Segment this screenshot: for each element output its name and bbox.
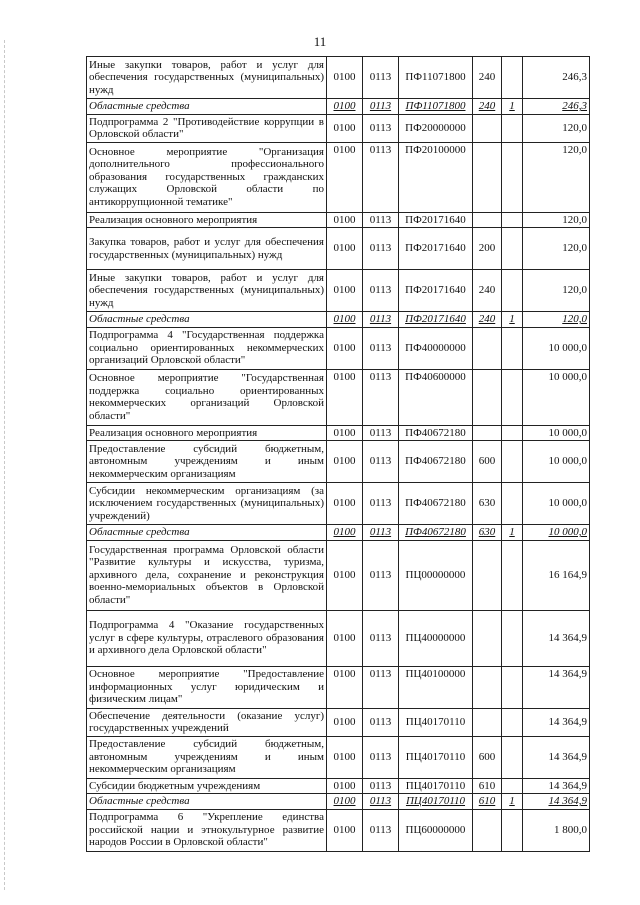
row-section-code: 0100	[327, 708, 363, 736]
row-expense-type	[473, 666, 502, 708]
row-name-cell: Предоставление субсидий бюджетным, автономным учреждениям и иным некоммерческим организациям	[87, 441, 327, 483]
row-section-code: 0100	[327, 228, 363, 270]
row-name-cell: Субсидии бюджетным учреждениям	[87, 778, 327, 794]
row-amount: 120,0	[523, 212, 590, 228]
row-amount: 246,3	[523, 57, 590, 99]
row-amount: 120,0	[523, 114, 590, 142]
table-row	[87, 610, 590, 666]
table-row	[87, 666, 590, 708]
row-target-article: ПФ20171640	[399, 228, 473, 270]
row-subsection-code: 0113	[363, 142, 399, 212]
row-name-cell: Областные средства	[87, 312, 327, 328]
row-source-code	[502, 369, 523, 425]
row-source-code: 1	[502, 312, 523, 328]
row-subsection-code: 0113	[363, 327, 399, 369]
row-section-code: 0100	[327, 809, 363, 851]
row-subsection-code: 0113	[363, 228, 399, 270]
row-name-cell: Предоставление субсидий бюджетным, автономным учреждениям и иным некоммерческим организациям	[87, 736, 327, 778]
row-subsection-code: 0113	[363, 708, 399, 736]
table-row	[87, 525, 590, 541]
table-row	[87, 114, 590, 142]
row-subsection-code: 0113	[363, 114, 399, 142]
row-source-code	[502, 212, 523, 228]
row-target-article: ПФ11071800	[399, 57, 473, 99]
row-target-article: ПФ20171640	[399, 312, 473, 328]
row-name-cell: Основное мероприятие "Предоставление информационных услуг юридическим и физическим лицам"	[87, 666, 327, 708]
row-source-code: 1	[502, 99, 523, 115]
row-source-code	[502, 57, 523, 99]
row-expense-type	[473, 212, 502, 228]
row-source-code	[502, 441, 523, 483]
row-subsection-code: 0113	[363, 610, 399, 666]
row-target-article: ПЦ40000000	[399, 610, 473, 666]
row-subsection-code: 0113	[363, 312, 399, 328]
row-amount: 14 364,9	[523, 794, 590, 810]
row-name-cell: Основное мероприятие "Организация дополнительного профессионального образования государственных гражданских служащих Орловской области по антикоррупционной тематике"	[87, 142, 327, 212]
row-section-code: 0100	[327, 540, 363, 610]
row-target-article: ПФ20100000	[399, 142, 473, 212]
row-target-article: ПЦ40170110	[399, 708, 473, 736]
row-amount: 246,3	[523, 99, 590, 115]
row-target-article: ПЦ40170110	[399, 778, 473, 794]
row-source-code	[502, 270, 523, 312]
row-source-code	[502, 736, 523, 778]
row-expense-type: 630	[473, 483, 502, 525]
row-section-code: 0100	[327, 114, 363, 142]
row-source-code	[502, 540, 523, 610]
row-name-cell: Иные закупки товаров, работ и услуг для обеспечения государственных (муниципальных) нужд	[87, 57, 327, 99]
row-expense-type: 630	[473, 525, 502, 541]
row-expense-type	[473, 327, 502, 369]
row-subsection-code: 0113	[363, 57, 399, 99]
row-subsection-code: 0113	[363, 425, 399, 441]
table-row	[87, 425, 590, 441]
row-subsection-code: 0113	[363, 441, 399, 483]
row-section-code: 0100	[327, 327, 363, 369]
row-source-code	[502, 483, 523, 525]
row-section-code: 0100	[327, 312, 363, 328]
row-target-article: ПЦ40170110	[399, 794, 473, 810]
row-target-article: ПФ40000000	[399, 327, 473, 369]
row-name-cell: Иные закупки товаров, работ и услуг для обеспечения государственных (муниципальных) нужд	[87, 270, 327, 312]
row-expense-type	[473, 114, 502, 142]
row-section-code: 0100	[327, 99, 363, 115]
row-name-cell: Подпрограмма 6 "Укрепление единства российской нации и этнокультурное развитие народов России в Орловской области"	[87, 809, 327, 851]
row-name-cell: Подпрограмма 2 "Противодействие коррупции в Орловской области"	[87, 114, 327, 142]
table-row	[87, 312, 590, 328]
row-subsection-code: 0113	[363, 736, 399, 778]
row-source-code	[502, 114, 523, 142]
row-target-article: ПЦ60000000	[399, 809, 473, 851]
row-section-code: 0100	[327, 483, 363, 525]
table-row	[87, 57, 590, 99]
row-amount: 1 800,0	[523, 809, 590, 851]
row-expense-type	[473, 708, 502, 736]
row-expense-type	[473, 369, 502, 425]
row-subsection-code: 0113	[363, 794, 399, 810]
row-amount: 14 364,9	[523, 736, 590, 778]
page-left-edge	[4, 40, 6, 890]
row-amount: 120,0	[523, 270, 590, 312]
row-name-cell: Реализация основного мероприятия	[87, 425, 327, 441]
row-target-article: ПЦ40100000	[399, 666, 473, 708]
row-target-article: ПФ11071800	[399, 99, 473, 115]
table-row	[87, 270, 590, 312]
row-expense-type: 200	[473, 228, 502, 270]
row-source-code: 1	[502, 794, 523, 810]
table-row	[87, 778, 590, 794]
row-section-code: 0100	[327, 441, 363, 483]
row-expense-type	[473, 425, 502, 441]
row-subsection-code: 0113	[363, 99, 399, 115]
row-source-code: 1	[502, 525, 523, 541]
table-row	[87, 99, 590, 115]
row-expense-type: 240	[473, 270, 502, 312]
row-expense-type: 240	[473, 99, 502, 115]
row-section-code: 0100	[327, 142, 363, 212]
row-expense-type	[473, 809, 502, 851]
row-subsection-code: 0113	[363, 525, 399, 541]
row-section-code: 0100	[327, 425, 363, 441]
row-name-cell: Подпрограмма 4 "Государственная поддержка социально ориентированных некоммерческих организаций Орловской области"	[87, 327, 327, 369]
row-source-code	[502, 425, 523, 441]
row-amount: 16 164,9	[523, 540, 590, 610]
row-target-article: ПЦ40170110	[399, 736, 473, 778]
row-amount: 14 364,9	[523, 666, 590, 708]
row-target-article: ПФ20171640	[399, 212, 473, 228]
row-expense-type: 600	[473, 441, 502, 483]
table-row	[87, 369, 590, 425]
row-amount: 10 000,0	[523, 441, 590, 483]
row-target-article: ПФ40672180	[399, 441, 473, 483]
row-expense-type: 600	[473, 736, 502, 778]
row-amount: 14 364,9	[523, 610, 590, 666]
row-source-code	[502, 228, 523, 270]
row-name-cell: Реализация основного мероприятия	[87, 212, 327, 228]
table-row	[87, 708, 590, 736]
table-row	[87, 736, 590, 778]
row-name-cell: Областные средства	[87, 794, 327, 810]
budget-table	[86, 56, 590, 852]
page-number: 11	[313, 34, 327, 49]
row-subsection-code: 0113	[363, 483, 399, 525]
row-name-cell: Субсидии некоммерческим организациям (за исключением государственных (муниципальных) учреждений)	[87, 483, 327, 525]
row-amount: 10 000,0	[523, 369, 590, 425]
table-row	[87, 212, 590, 228]
row-name-cell: Подпрограмма 4 "Оказание государственных услуг в сфере культуры, отраслевого образования и архивного дела Орловской области"	[87, 610, 327, 666]
row-name-cell: Областные средства	[87, 99, 327, 115]
row-source-code	[502, 809, 523, 851]
row-subsection-code: 0113	[363, 666, 399, 708]
row-section-code: 0100	[327, 270, 363, 312]
row-amount: 10 000,0	[523, 525, 590, 541]
row-section-code: 0100	[327, 369, 363, 425]
row-name-cell: Основное мероприятие "Государственная поддержка социально ориентированных некоммерческих организаций Орловской области"	[87, 369, 327, 425]
row-amount: 10 000,0	[523, 483, 590, 525]
table-row	[87, 483, 590, 525]
row-expense-type: 240	[473, 312, 502, 328]
row-name-cell: Обеспечение деятельности (оказание услуг) государственных учреждений	[87, 708, 327, 736]
row-source-code	[502, 778, 523, 794]
row-target-article: ПФ40672180	[399, 525, 473, 541]
row-section-code: 0100	[327, 794, 363, 810]
row-name-cell: Областные средства	[87, 525, 327, 541]
row-amount: 120,0	[523, 228, 590, 270]
row-amount: 10 000,0	[523, 425, 590, 441]
row-section-code: 0100	[327, 778, 363, 794]
row-section-code: 0100	[327, 666, 363, 708]
row-target-article: ПФ40672180	[399, 483, 473, 525]
row-amount: 10 000,0	[523, 327, 590, 369]
row-amount: 120,0	[523, 312, 590, 328]
table-row	[87, 142, 590, 212]
table-row	[87, 327, 590, 369]
row-source-code	[502, 327, 523, 369]
row-expense-type: 610	[473, 778, 502, 794]
table-row	[87, 441, 590, 483]
row-subsection-code: 0113	[363, 809, 399, 851]
row-subsection-code: 0113	[363, 540, 399, 610]
table-row	[87, 809, 590, 851]
row-amount: 120,0	[523, 142, 590, 212]
row-section-code: 0100	[327, 610, 363, 666]
row-section-code: 0100	[327, 736, 363, 778]
row-target-article: ПЦ00000000	[399, 540, 473, 610]
row-source-code	[502, 708, 523, 736]
row-target-article: ПФ20171640	[399, 270, 473, 312]
row-subsection-code: 0113	[363, 369, 399, 425]
row-section-code: 0100	[327, 212, 363, 228]
row-section-code: 0100	[327, 57, 363, 99]
row-amount: 14 364,9	[523, 708, 590, 736]
row-subsection-code: 0113	[363, 212, 399, 228]
table-row	[87, 794, 590, 810]
row-section-code: 0100	[327, 525, 363, 541]
row-expense-type	[473, 540, 502, 610]
row-target-article: ПФ40600000	[399, 369, 473, 425]
row-expense-type	[473, 610, 502, 666]
table-row	[87, 228, 590, 270]
row-source-code	[502, 666, 523, 708]
row-target-article: ПФ40672180	[399, 425, 473, 441]
row-name-cell: Государственная программа Орловской области "Развитие культуры и искусства, туризма, архивного дела, сохранение и реконструкция военно-мемориальных объектов в Орловской области"	[87, 540, 327, 610]
table-row	[87, 540, 590, 610]
row-source-code	[502, 610, 523, 666]
row-name-cell: Закупка товаров, работ и услуг для обеспечения государственных (муниципальных) нужд	[87, 228, 327, 270]
row-amount: 14 364,9	[523, 778, 590, 794]
row-expense-type: 610	[473, 794, 502, 810]
row-target-article: ПФ20000000	[399, 114, 473, 142]
row-subsection-code: 0113	[363, 270, 399, 312]
row-expense-type: 240	[473, 57, 502, 99]
row-subsection-code: 0113	[363, 778, 399, 794]
row-expense-type	[473, 142, 502, 212]
row-source-code	[502, 142, 523, 212]
